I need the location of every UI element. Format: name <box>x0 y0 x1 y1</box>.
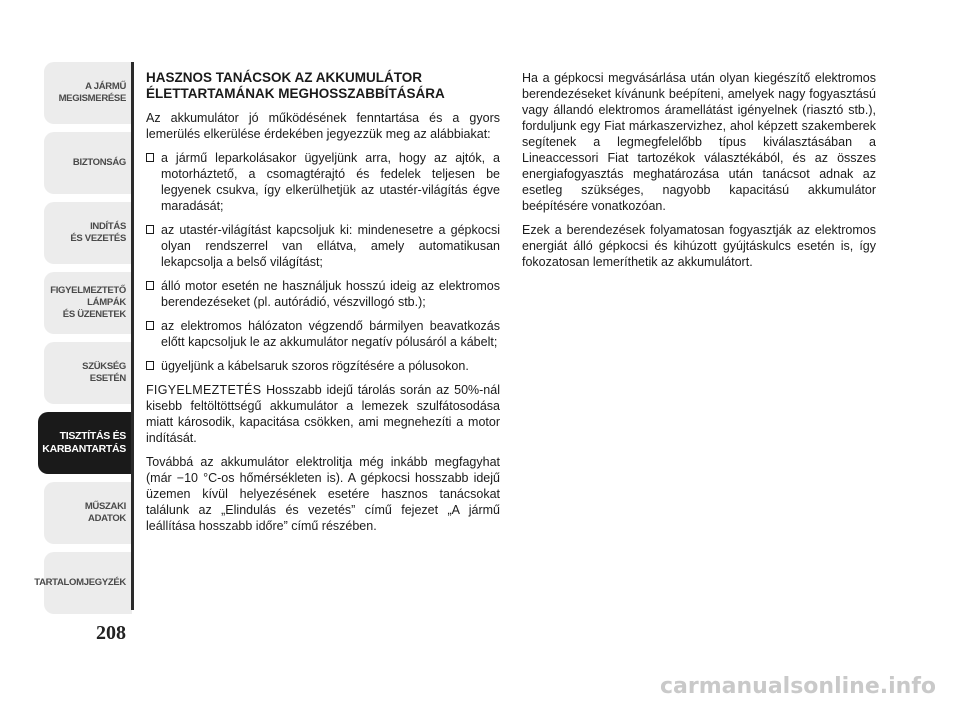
tab-maintenance[interactable] <box>38 412 132 474</box>
intro-paragraph: Az akkumulátor jó működésének fenntartása és a gyors lemerülés elkerülése érdekében jegyezzük meg az alábbiakat: <box>146 111 500 141</box>
checkbox-bullet-icon <box>146 281 154 290</box>
section-heading: HASZNOS TANÁCSOK AZ AKKUMULÁTOR ÉLETTARTAMÁNAK MEGHOSSZABBÍTÁSÁRA <box>146 70 445 101</box>
tab-label: TARTALOMJEGYZÉK <box>34 577 126 588</box>
tab-technical-data[interactable] <box>44 482 132 544</box>
tab-label: A JÁRMŰ MEGISMERÉSE <box>58 81 126 104</box>
body-paragraph: Ezek a berendezések folyamatosan fogyasztják az elektromos energiát álló gépkocsi és kihúzott gyújtáskulcs esetén is, így fokozatosan lemeríthetik az akkumulátort. <box>522 223 876 269</box>
right-column <box>522 70 876 278</box>
warning-label: FIGYELMEZTETÉS <box>146 383 262 397</box>
body-paragraph: Továbbá az akkumulátor elektrolitja még inkább megfagyhat (már −10 °C-os hőmérsékleten is). A gépkocsi hosszabb idejű üzemen kívül helyezésének esetére hasznos tanácsokat találunk az „Elindulás és vezetés” című fejezet „A jármű leállítása hosszabb időre” című részében. <box>146 455 500 533</box>
list-item-text: az elektromos hálózaton végzendő bármilyen beavatkozás előtt kapcsoljuk le az akkumulátor negatív pólusáról a kábelt; <box>161 319 500 349</box>
tab-label: FIGYELMEZTETŐ LÁMPÁK ÉS ÜZENETEK <box>50 285 126 320</box>
list-item-text: az utastér-világítást kapcsoljuk ki: mindenesetre a gépkocsi olyan rendszerrel van ellátva, amely automatikusan lekapcsolja a belső világítást; <box>161 223 500 269</box>
tab-vehicle-overview[interactable] <box>44 62 132 124</box>
tab-label: MŰSZAKI ADATOK <box>84 501 126 524</box>
list-item <box>146 318 500 350</box>
list-item <box>146 222 500 270</box>
tab-starting-driving[interactable] <box>44 202 132 264</box>
watermark: carmanualsonline.info <box>660 674 936 699</box>
list-item <box>146 150 500 214</box>
page-number: 208 <box>96 622 126 644</box>
tab-safety[interactable] <box>44 132 132 194</box>
list-item-text: a jármű leparkolásakor ügyeljünk arra, hogy az ajtók, a motorháztető, a csomagtérajtó és fedelek teljesen be legyenek csukva, így elkerülhetjük az utastér-világítás égve maradását; <box>161 151 500 213</box>
tab-label: INDÍTÁS ÉS VEZETÉS <box>70 221 126 244</box>
tab-warning-lights[interactable] <box>44 272 132 334</box>
body-paragraph: Ha a gépkocsi megvásárlása után olyan kiegészítő elektromos berendezéseket kívánunk beépíteni, amelyek nagy fogyasztású vagy állandó elektromos áramellátást igényelnek (riasztó stb.), forduljunk egy Fiat márkaszervizhez, ahol képzett szakemberek segítenek a legmegfelelőbb típus kiválasztásában a Lineaccessori Fiat tartozékok választékából, és az összes energiafogyasztás meghatározása után tanácsot adnak az esetleg szükséges, nagyobb kapacitású akkumulátor beépítésére vonatkozóan. <box>522 71 876 213</box>
tips-list <box>146 150 500 374</box>
left-column <box>146 70 500 542</box>
list-item <box>146 278 500 310</box>
tab-label: TISZTÍTÁS ÉS KARBANTARTÁS <box>42 430 126 455</box>
list-item-text: ügyeljünk a kábelsaruk szoros rögzítésére a pólusokon. <box>161 359 469 373</box>
list-item <box>146 358 500 374</box>
checkbox-bullet-icon <box>146 153 154 162</box>
tab-label: SZÜKSÉG ESETÉN <box>82 361 126 384</box>
tab-label: BIZTONSÁG <box>72 157 126 168</box>
warning-text: Hosszabb idejű tárolás során az 50%-nál kisebb feltöltöttségű akkumulátor a lemezek szulfátosodása miatt károsodik, kapacitása csökken, ami megnehezíti a motor indítását. <box>146 383 500 445</box>
tab-index[interactable] <box>34 552 132 614</box>
checkbox-bullet-icon <box>146 225 154 234</box>
list-item-text: álló motor esetén ne használjuk hosszú ideig az elektromos berendezéseket (pl. autórádió, vészvillogó stb.); <box>161 279 500 309</box>
tab-emergency[interactable] <box>44 342 132 404</box>
checkbox-bullet-icon <box>146 361 154 370</box>
checkbox-bullet-icon <box>146 321 154 330</box>
warning-paragraph <box>146 382 500 446</box>
sidebar-divider <box>131 62 134 610</box>
